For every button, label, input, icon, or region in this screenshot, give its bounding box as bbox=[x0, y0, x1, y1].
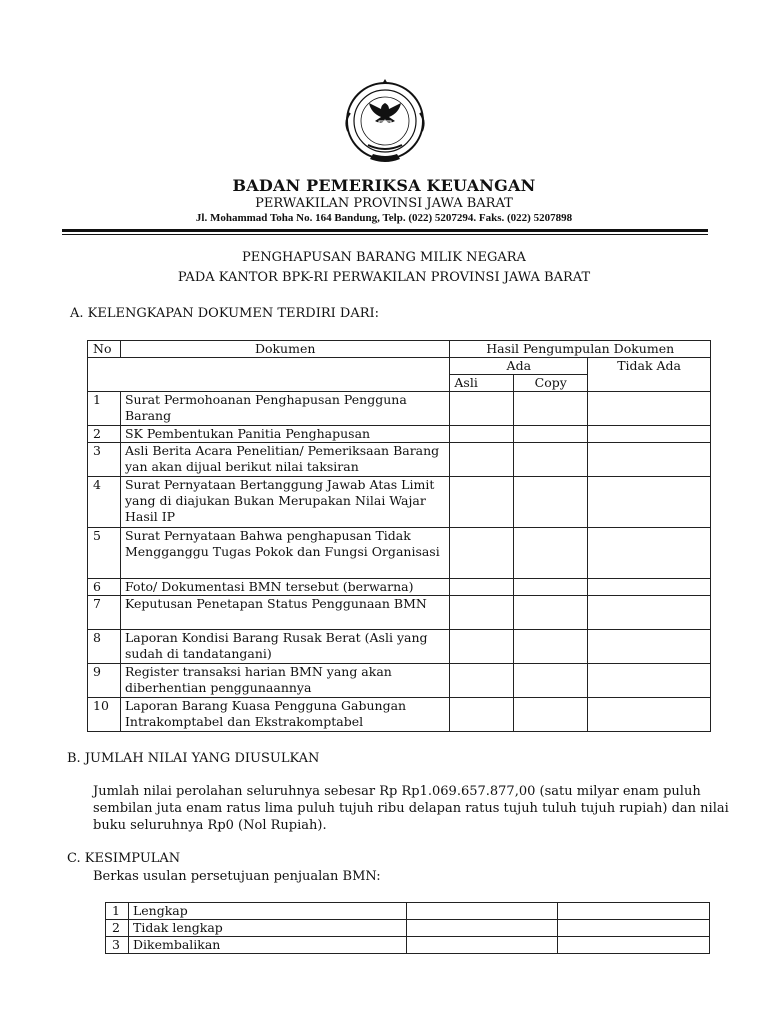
header-asli: Asli bbox=[450, 375, 514, 392]
cell-blank[interactable] bbox=[558, 937, 710, 954]
cell-asli[interactable] bbox=[450, 477, 514, 528]
cell-copy[interactable] bbox=[514, 443, 588, 477]
header-copy: Copy bbox=[514, 375, 588, 392]
cell-asli[interactable] bbox=[450, 528, 514, 579]
table-row bbox=[106, 920, 710, 937]
cell-blank[interactable] bbox=[558, 903, 710, 920]
table-row bbox=[88, 698, 711, 732]
cell-copy[interactable] bbox=[514, 528, 588, 579]
letterhead-divider-thin bbox=[62, 234, 708, 235]
row-no: 5 bbox=[88, 528, 121, 579]
cell-tidak-ada[interactable] bbox=[588, 630, 711, 664]
row-label: Tidak lengkap bbox=[128, 920, 406, 937]
table-row bbox=[88, 664, 711, 698]
header-hasil: Hasil Pengumpulan Dokumen bbox=[450, 341, 711, 358]
table-row bbox=[88, 477, 711, 528]
cell-blank[interactable] bbox=[406, 920, 558, 937]
cell-blank[interactable] bbox=[406, 937, 558, 954]
table-row bbox=[88, 596, 711, 630]
row-document: Surat Pernyataan Bertanggung Jawab Atas Limit yang di diajukan Bukan Merupakan Nilai Wajar Hasil IP bbox=[120, 477, 449, 528]
row-no: 6 bbox=[88, 579, 121, 596]
cell-tidak-ada[interactable] bbox=[588, 579, 711, 596]
row-document: Surat Permohoanan Penghapusan Pengguna Barang bbox=[120, 392, 449, 426]
row-no: 2 bbox=[106, 920, 129, 937]
row-document: Surat Pernyataan Bahwa penghapusan Tidak Mengganggu Tugas Pokok dan Fungsi Organisasi bbox=[120, 528, 449, 579]
cell-blank[interactable] bbox=[558, 920, 710, 937]
section-c-subheading: Berkas usulan persetujuan penjualan BMN: bbox=[93, 869, 381, 884]
table-row bbox=[88, 392, 711, 426]
documents-table bbox=[87, 340, 711, 732]
row-no: 7 bbox=[88, 596, 121, 630]
row-no: 3 bbox=[88, 443, 121, 477]
header-dokumen: Dokumen bbox=[120, 341, 449, 358]
doc-title-line2: PADA KANTOR BPK-RI PERWAKILAN PROVINSI JAWA BARAT bbox=[177, 270, 591, 285]
row-label: Dikembalikan bbox=[128, 937, 406, 954]
cell-blank[interactable] bbox=[406, 903, 558, 920]
cell-copy[interactable] bbox=[514, 426, 588, 443]
cell-tidak-ada[interactable] bbox=[588, 392, 711, 426]
row-no: 9 bbox=[88, 664, 121, 698]
section-b-paragraph: Jumlah nilai perolahan seluruhnya sebesar Rp Rp1.069.657.877,00 (satu milyar enam puluh sembilan juta enam ratus lima puluh tujuh ribu delapan ratus tujuh tuluh tujuh rupiah) dan nilai buku seluruhnya Rp0 (Nol Rupiah). bbox=[93, 784, 729, 833]
cell-copy[interactable] bbox=[514, 579, 588, 596]
header-ada: Ada bbox=[450, 358, 588, 375]
table-row bbox=[106, 937, 710, 954]
row-no: 4 bbox=[88, 477, 121, 528]
row-no: 8 bbox=[88, 630, 121, 664]
conclusion-table bbox=[105, 902, 710, 954]
cell-asli[interactable] bbox=[450, 426, 514, 443]
row-no: 1 bbox=[88, 392, 121, 426]
header-no: No bbox=[88, 341, 121, 358]
section-b-heading: B. JUMLAH NILAI YANG DIUSULKAN bbox=[67, 751, 320, 766]
row-document: Laporan Kondisi Barang Rusak Berat (Asli yang sudah di tandatangani) bbox=[120, 630, 449, 664]
cell-tidak-ada[interactable] bbox=[588, 528, 711, 579]
cell-asli[interactable] bbox=[450, 698, 514, 732]
doc-title-line1: PENGHAPUSAN BARANG MILIK NEGARA bbox=[242, 250, 526, 265]
row-document: Keputusan Penetapan Status Penggunaan BMN bbox=[120, 596, 449, 630]
cell-copy[interactable] bbox=[514, 477, 588, 528]
bpk-seal-emblem-icon bbox=[340, 73, 430, 173]
row-document: Foto/ Dokumentasi BMN tersebut (berwarna) bbox=[120, 579, 449, 596]
header-blank bbox=[88, 358, 450, 392]
table-row bbox=[88, 528, 711, 579]
row-document: Laporan Barang Kuasa Pengguna Gabungan Intrakomptabel dan Ekstrakomptabel bbox=[120, 698, 449, 732]
section-c-heading: C. KESIMPULAN bbox=[67, 851, 181, 866]
cell-copy[interactable] bbox=[514, 698, 588, 732]
table-row bbox=[106, 903, 710, 920]
cell-tidak-ada[interactable] bbox=[588, 426, 711, 443]
row-no: 3 bbox=[106, 937, 129, 954]
table-row bbox=[88, 579, 711, 596]
cell-tidak-ada[interactable] bbox=[588, 664, 711, 698]
cell-copy[interactable] bbox=[514, 596, 588, 630]
cell-tidak-ada[interactable] bbox=[588, 596, 711, 630]
header-tidak-ada: Tidak Ada bbox=[588, 358, 711, 392]
cell-tidak-ada[interactable] bbox=[588, 698, 711, 732]
cell-tidak-ada[interactable] bbox=[588, 477, 711, 528]
row-no: 2 bbox=[88, 426, 121, 443]
row-document: SK Pembentukan Panitia Penghapusan bbox=[120, 426, 449, 443]
cell-tidak-ada[interactable] bbox=[588, 443, 711, 477]
table-row bbox=[88, 443, 711, 477]
cell-asli[interactable] bbox=[450, 596, 514, 630]
org-address: Jl. Mohammad Toha No. 164 Bandung, Telp. (022) 5207294. Faks. (022) 5207898 bbox=[195, 212, 573, 224]
cell-asli[interactable] bbox=[450, 630, 514, 664]
table-row bbox=[88, 630, 711, 664]
cell-copy[interactable] bbox=[514, 630, 588, 664]
section-a-heading: A. KELENGKAPAN DOKUMEN TERDIRI DARI: bbox=[70, 306, 380, 321]
cell-copy[interactable] bbox=[514, 392, 588, 426]
row-document: Asli Berita Acara Penelitian/ Pemeriksaan Barang yan akan dijual berikut nilai taksiran bbox=[120, 443, 449, 477]
row-document: Register transaksi harian BMN yang akan diberhentian penggunaannya bbox=[120, 664, 449, 698]
cell-copy[interactable] bbox=[514, 664, 588, 698]
row-no: 1 bbox=[106, 903, 129, 920]
cell-asli[interactable] bbox=[450, 579, 514, 596]
cell-asli[interactable] bbox=[450, 664, 514, 698]
org-name: BADAN PEMERIKSA KEUANGAN bbox=[232, 176, 536, 195]
letterhead-divider bbox=[62, 229, 708, 232]
cell-asli[interactable] bbox=[450, 392, 514, 426]
row-label: Lengkap bbox=[128, 903, 406, 920]
table-row bbox=[88, 426, 711, 443]
org-branch: PERWAKILAN PROVINSI JAWA BARAT bbox=[255, 196, 513, 211]
row-no: 10 bbox=[88, 698, 121, 732]
cell-asli[interactable] bbox=[450, 443, 514, 477]
